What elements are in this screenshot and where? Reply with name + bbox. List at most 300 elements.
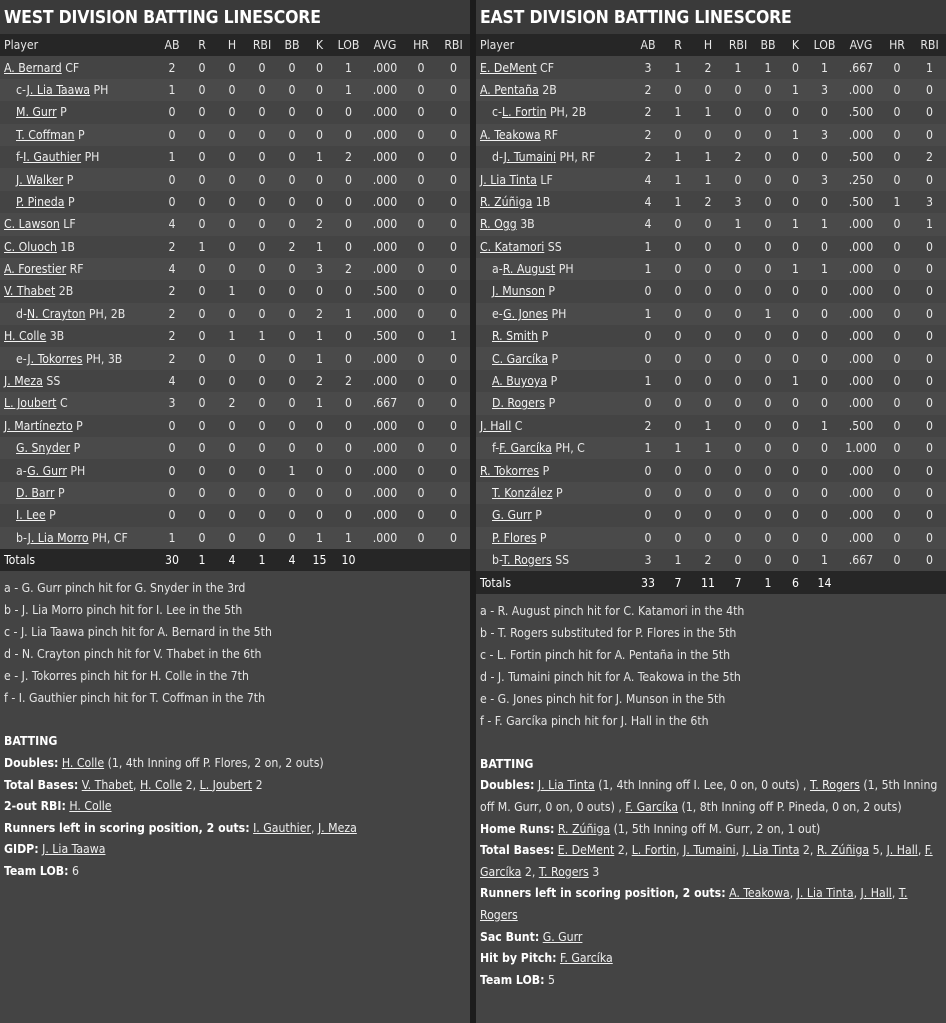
totals-cell: 7: [734, 575, 742, 590]
stat-cell: 0: [288, 374, 296, 389]
stat-cell: 0: [764, 105, 772, 120]
stat-cell: 2: [228, 396, 236, 411]
stat-cell: 0: [893, 418, 901, 433]
stat-cell: 0: [345, 172, 352, 187]
player-row: [0, 191, 470, 213]
stat-cell: 1: [288, 463, 296, 478]
totals-label: Totals: [480, 575, 512, 590]
player-row: [476, 527, 946, 549]
player-link[interactable]: J. Lia Tinta: [480, 172, 537, 187]
stat-cell: 1: [316, 150, 323, 165]
player-row: [476, 168, 946, 190]
player-link[interactable]: H. Colle: [139, 777, 183, 792]
stat-cell: 2: [168, 239, 176, 254]
stat-cell: 0: [345, 217, 352, 232]
player-link[interactable]: G. Snyder: [16, 441, 71, 456]
player-link[interactable]: T. Coffman: [16, 127, 75, 142]
stat-cell: 0: [258, 530, 266, 545]
column-header: LOB: [337, 38, 360, 53]
player-position: PH, 3B: [86, 351, 123, 366]
player-cell: [476, 303, 633, 325]
west-batting-section: [0, 731, 470, 882]
player-row: [476, 303, 946, 325]
player-link[interactable]: N. Crayton: [26, 306, 86, 321]
player-cell: [0, 191, 157, 213]
player-row: [476, 258, 946, 280]
player-row: [476, 79, 946, 101]
player-link[interactable]: C. Oluoch: [4, 239, 57, 254]
stat-cell: 0: [926, 127, 933, 142]
substitution-note: d - N. Crayton pinch hit for V. Thabet in the 6th: [4, 647, 262, 662]
sub-prefix: c-: [16, 82, 27, 97]
stat-cell: 0: [734, 239, 742, 254]
player-link[interactable]: H. Colle: [4, 329, 47, 344]
stat-cell: 4: [644, 217, 652, 232]
stat-cell: 0: [258, 172, 266, 187]
player-cell: [476, 482, 633, 504]
stat-cell: 0: [764, 150, 772, 165]
player-link[interactable]: J. Hall: [886, 843, 918, 858]
player-link[interactable]: A. Pentaña: [480, 82, 539, 97]
batting-stat-text: ,: [676, 843, 684, 858]
stat-cell: 0: [198, 82, 206, 97]
stat-cell: 0: [228, 172, 236, 187]
stat-cell: 2: [316, 217, 323, 232]
stat-cell: 1: [345, 306, 352, 321]
totals-cell: 15: [312, 553, 327, 568]
player-link[interactable]: F. Garcíka: [625, 799, 678, 814]
stat-cell: 0: [893, 486, 901, 500]
player-link[interactable]: I. Gauthier: [23, 150, 82, 165]
stat-cell: 0: [893, 441, 901, 456]
player-link[interactable]: D. Barr: [16, 486, 55, 500]
stat-cell: 0: [926, 553, 933, 568]
player-link[interactable]: R. Ogg: [480, 217, 517, 232]
player-position: P: [548, 396, 556, 411]
stat-cell: 1: [258, 329, 266, 344]
player-cell: [476, 347, 633, 369]
player-position: 3B: [520, 217, 535, 232]
player-row: [0, 213, 470, 235]
player-link[interactable]: R. Zúñiga: [480, 194, 533, 209]
player-cell: [0, 101, 157, 123]
player-position: 2B: [542, 82, 557, 97]
stat-cell: 0: [198, 284, 206, 299]
player-link[interactable]: D. Rogers: [492, 396, 546, 411]
stat-cell: 0: [764, 262, 772, 277]
player-link[interactable]: C. Katamori: [480, 239, 545, 254]
stat-cell: 0: [288, 530, 296, 545]
stat-cell: 0: [764, 508, 772, 523]
player-link[interactable]: I. Gauthier: [253, 820, 311, 835]
player-link[interactable]: J. Munson: [492, 284, 545, 299]
stat-cell: .000: [848, 396, 874, 411]
player-position: 1B: [535, 194, 551, 209]
player-link[interactable]: J. Meza: [317, 820, 357, 835]
stat-cell: 0: [228, 374, 236, 389]
stat-cell: 0: [417, 239, 425, 254]
player-link[interactable]: F. Garcíka: [499, 441, 552, 456]
player-row: [0, 168, 470, 190]
stat-cell: 0: [926, 463, 933, 478]
stat-cell: 0: [417, 150, 425, 165]
player-link[interactable]: T. Konzález: [492, 486, 553, 500]
substitution-note: d - J. Tumaini pinch hit for A. Teakowa in the 5th: [480, 669, 741, 684]
stat-cell: 0: [893, 239, 901, 254]
stat-cell: 0: [704, 486, 712, 500]
stat-cell: 0: [450, 441, 457, 456]
stat-cell: 1: [792, 217, 799, 232]
stat-cell: 0: [288, 150, 296, 165]
stat-cell: 0: [674, 306, 682, 321]
stat-cell: 0: [417, 172, 425, 187]
stat-cell: .000: [372, 508, 398, 523]
stat-cell: 0: [417, 127, 425, 142]
player-link[interactable]: A. Bernard: [4, 60, 62, 75]
player-link[interactable]: V. Thabet: [4, 284, 56, 299]
stat-cell: 0: [926, 306, 933, 321]
player-link[interactable]: H. Colle: [69, 799, 112, 814]
batting-stat-text: 3: [588, 864, 600, 879]
player-link[interactable]: R. Zúñiga: [816, 843, 870, 858]
stat-cell: 0: [258, 284, 266, 299]
totals-cell: [405, 549, 437, 571]
player-link[interactable]: E. DeMent: [557, 843, 615, 858]
player-position: P: [555, 486, 563, 500]
stat-cell: 0: [258, 396, 266, 411]
stat-cell: 0: [450, 105, 457, 120]
player-link[interactable]: J. Hall: [480, 418, 512, 433]
stat-cell: 0: [450, 194, 457, 209]
player-link[interactable]: J. Tumaini: [683, 843, 736, 858]
east-linescore-panel: [476, 0, 946, 1023]
player-cell: [0, 303, 157, 325]
stat-cell: 2: [644, 105, 652, 120]
stat-cell: 0: [674, 374, 682, 389]
column-header: AVG: [373, 38, 397, 53]
stat-cell: 0: [198, 194, 206, 209]
player-link[interactable]: C. Lawson: [4, 217, 60, 232]
stat-cell: 0: [704, 262, 712, 277]
stat-cell: 0: [198, 396, 206, 411]
stat-cell: 0: [792, 284, 799, 299]
stat-cell: 0: [792, 418, 799, 433]
stat-cell: 0: [258, 351, 266, 366]
batting-stat-text: ,: [853, 886, 861, 901]
totals-cell: [913, 571, 946, 593]
player-link[interactable]: R. August: [502, 262, 556, 277]
stat-cell: 0: [893, 329, 901, 344]
player-row: [0, 124, 470, 146]
stat-cell: 0: [316, 418, 323, 433]
player-link[interactable]: E. DeMent: [480, 60, 537, 75]
stat-cell: 2: [644, 418, 652, 433]
stat-cell: 0: [644, 486, 652, 500]
stat-cell: 1: [168, 530, 176, 545]
totals-cell: 1: [198, 553, 206, 568]
player-link[interactable]: F. Garcíka: [560, 951, 613, 966]
player-position: P: [73, 441, 81, 456]
stat-cell: 1.000: [845, 441, 877, 456]
stat-cell: 0: [288, 82, 296, 97]
stat-cell: 0: [450, 82, 457, 97]
totals-cell: 10: [341, 553, 356, 568]
stat-cell: 1: [821, 262, 828, 277]
player-link[interactable]: A. Forestier: [4, 262, 67, 277]
player-position: P: [60, 105, 67, 120]
player-link[interactable]: J. Lia Tinta: [537, 778, 595, 793]
stat-cell: 0: [198, 217, 206, 232]
player-link[interactable]: C. Garcíka: [492, 351, 549, 366]
stat-cell: 1: [345, 60, 352, 75]
stat-cell: 1: [704, 418, 712, 433]
batting-stat-text: 2,: [799, 843, 817, 858]
stat-cell: 0: [450, 396, 457, 411]
stat-cell: 0: [792, 441, 799, 456]
stat-cell: 0: [316, 508, 323, 523]
substitution-note: a - R. August pinch hit for C. Katamori in the 4th: [480, 603, 745, 618]
stat-cell: 3: [926, 194, 933, 209]
player-link[interactable]: G. Gurr: [542, 929, 583, 944]
stat-cell: 1: [168, 82, 176, 97]
stat-cell: .000: [848, 217, 874, 232]
stat-cell: 0: [450, 262, 457, 277]
west-batting-lines: [4, 753, 466, 883]
stat-cell: .000: [848, 329, 874, 344]
column-header: RBI: [252, 38, 272, 53]
stat-cell: 0: [228, 127, 236, 142]
stat-cell: 0: [893, 463, 901, 478]
player-row: [476, 437, 946, 459]
stat-cell: 0: [893, 374, 901, 389]
player-link[interactable]: F. Garcíka: [480, 843, 933, 879]
stat-cell: 0: [345, 329, 352, 344]
stat-cell: 0: [926, 239, 933, 254]
stat-cell: 2: [168, 306, 176, 321]
stat-cell: 4: [168, 217, 176, 232]
stat-cell: 0: [258, 239, 266, 254]
player-cell: [476, 124, 633, 146]
player-link[interactable]: I. Lee: [16, 508, 46, 523]
player-link[interactable]: P. Flores: [492, 530, 537, 545]
player-link[interactable]: T. Rogers: [501, 553, 552, 568]
stat-cell: 0: [228, 463, 236, 478]
player-position: PH: [93, 82, 109, 97]
stat-cell: 2: [316, 374, 323, 389]
stat-cell: 1: [674, 194, 682, 209]
player-cell: [0, 459, 157, 481]
player-link[interactable]: J. Lia Taawa: [42, 842, 106, 857]
stat-cell: 0: [764, 172, 772, 187]
stat-cell: .000: [372, 150, 398, 165]
stat-cell: 2: [168, 351, 176, 366]
stat-cell: .000: [372, 486, 398, 500]
player-row: [0, 79, 470, 101]
player-link[interactable]: L. Fortin: [502, 105, 547, 120]
player-position: C: [514, 418, 523, 433]
stat-cell: 0: [792, 239, 799, 254]
batting-stat-text: (1, 4th Inning off P. Flores, 2 on, 2 outs): [104, 755, 324, 770]
player-position: LF: [540, 172, 553, 187]
stat-cell: 0: [258, 441, 266, 456]
player-link[interactable]: J. Tokorres: [27, 351, 83, 366]
player-link[interactable]: L. Joubert: [4, 396, 57, 411]
stat-cell: 0: [821, 508, 828, 523]
player-link[interactable]: J. Lia Tinta: [796, 886, 854, 901]
stat-cell: 0: [893, 508, 901, 523]
stat-cell: 0: [704, 127, 712, 142]
player-position: RF: [69, 262, 84, 277]
stat-cell: 0: [198, 306, 206, 321]
substitution-note: b - T. Rogers substituted for P. Flores in the 5th: [480, 625, 737, 640]
batting-stat-line: [480, 883, 942, 926]
stat-cell: 0: [893, 306, 901, 321]
player-link[interactable]: T. Rogers: [809, 778, 860, 793]
stat-cell: 1: [926, 217, 933, 232]
stat-cell: 0: [316, 463, 323, 478]
east-batting-section: [476, 754, 946, 992]
player-link[interactable]: A. Teakowa: [729, 886, 790, 901]
player-row: [0, 437, 470, 459]
sub-prefix: e-: [492, 306, 504, 321]
stat-cell: .000: [372, 306, 398, 321]
stat-cell: 2: [288, 239, 296, 254]
stat-cell: 2: [704, 553, 712, 568]
stat-cell: 0: [674, 508, 682, 523]
player-link[interactable]: T. Rogers: [538, 864, 589, 879]
player-position: P: [77, 127, 85, 142]
stat-cell: 0: [228, 105, 236, 120]
player-cell: [0, 437, 157, 459]
stat-cell: 0: [228, 262, 236, 277]
stat-cell: 0: [644, 463, 652, 478]
stat-cell: 0: [450, 374, 457, 389]
totals-row: [0, 549, 470, 571]
player-link[interactable]: A. Buyoya: [492, 374, 548, 389]
column-header: H: [227, 38, 237, 53]
player-link[interactable]: G. Gurr: [27, 463, 67, 478]
stat-cell: 0: [228, 441, 236, 456]
stat-cell: 2: [644, 127, 652, 142]
player-link[interactable]: J. Meza: [4, 374, 43, 389]
batting-stat-label: Sac Bunt:: [480, 929, 540, 944]
stat-cell: 1: [168, 150, 176, 165]
stat-cell: .000: [372, 60, 398, 75]
player-row: [0, 504, 470, 526]
stat-cell: 1: [926, 60, 933, 75]
stat-cell: 0: [764, 329, 772, 344]
stat-cell: 0: [288, 172, 296, 187]
stat-cell: 0: [764, 239, 772, 254]
east-batting-table: [476, 34, 946, 594]
column-header: AB: [640, 38, 656, 53]
batting-stat-label: GIDP:: [4, 842, 39, 857]
batting-stat-line: [480, 775, 942, 818]
player-link[interactable]: V. Thabet: [81, 777, 133, 792]
stat-cell: 1: [228, 284, 236, 299]
player-link[interactable]: L. Fortin: [631, 843, 677, 858]
player-cell: [476, 191, 633, 213]
stat-cell: 0: [644, 284, 652, 299]
player-link[interactable]: J. Lia Taawa: [26, 82, 91, 97]
player-position: 2B: [58, 284, 74, 299]
stat-cell: 0: [198, 374, 206, 389]
stat-cell: 0: [258, 486, 266, 500]
player-position: P: [541, 329, 549, 344]
player-link[interactable]: A. Teakowa: [480, 127, 541, 142]
player-link[interactable]: H. Colle: [61, 755, 105, 770]
stat-cell: 0: [228, 306, 236, 321]
player-link[interactable]: P. Pineda: [16, 194, 65, 209]
player-link[interactable]: J. Lia Tinta: [742, 843, 800, 858]
west-rows: [0, 56, 470, 571]
stat-cell: 0: [644, 530, 652, 545]
stat-cell: 0: [926, 262, 933, 277]
player-link[interactable]: L. Joubert: [199, 777, 253, 792]
stat-cell: 1: [734, 217, 742, 232]
player-link[interactable]: R. Tokorres: [480, 463, 540, 478]
sub-prefix: f-: [492, 441, 500, 456]
player-link[interactable]: J. Martínezto: [4, 418, 73, 433]
stat-cell: 0: [764, 82, 772, 97]
batting-stat-text: ,: [789, 886, 797, 901]
player-link[interactable]: M. Gurr: [16, 105, 57, 120]
stat-cell: .000: [848, 374, 874, 389]
player-link[interactable]: G. Jones: [503, 306, 548, 321]
player-link[interactable]: R. Smith: [492, 329, 539, 344]
stat-cell: 0: [450, 508, 457, 523]
player-row: [476, 56, 946, 78]
batting-stat-text: ,: [310, 820, 318, 835]
player-position: SS: [555, 553, 570, 568]
stat-cell: 0: [345, 105, 352, 120]
batting-stat-line: [4, 753, 466, 775]
stat-cell: 1: [228, 329, 236, 344]
player-link[interactable]: J. Walker: [16, 172, 64, 187]
stat-cell: .500: [848, 150, 874, 165]
stat-cell: 0: [704, 239, 712, 254]
batting-stat-label: Total Bases:: [4, 777, 79, 792]
stat-cell: 1: [792, 127, 799, 142]
stat-cell: 0: [198, 329, 206, 344]
stat-cell: 0: [258, 150, 266, 165]
player-link[interactable]: G. Gurr: [492, 508, 532, 523]
stat-cell: 0: [168, 418, 176, 433]
column-header: R: [674, 38, 682, 53]
player-link[interactable]: R. Zúñiga: [557, 821, 611, 836]
stat-cell: 0: [228, 508, 236, 523]
player-link[interactable]: T. Rogers: [480, 886, 908, 922]
stat-cell: 0: [821, 463, 828, 478]
player-link[interactable]: J. Lia Morro: [27, 530, 89, 545]
player-row: [0, 392, 470, 414]
player-link[interactable]: J. Tumaini: [503, 150, 557, 165]
stat-cell: 0: [417, 60, 425, 75]
stat-cell: 0: [704, 530, 712, 545]
stat-cell: 0: [316, 105, 323, 120]
stat-cell: 0: [417, 105, 425, 120]
player-position: PH: [558, 262, 574, 277]
sub-prefix: b-: [16, 530, 28, 545]
stat-cell: 0: [288, 396, 296, 411]
totals-cell: 4: [228, 553, 236, 568]
west-batting-title: BATTING: [4, 734, 58, 749]
player-link[interactable]: J. Hall: [860, 886, 892, 901]
player-row: [476, 482, 946, 504]
substitution-note: f - F. Garcíka pinch hit for J. Hall in the 6th: [480, 713, 709, 728]
player-position: P: [535, 508, 542, 523]
player-position: P: [548, 284, 556, 299]
